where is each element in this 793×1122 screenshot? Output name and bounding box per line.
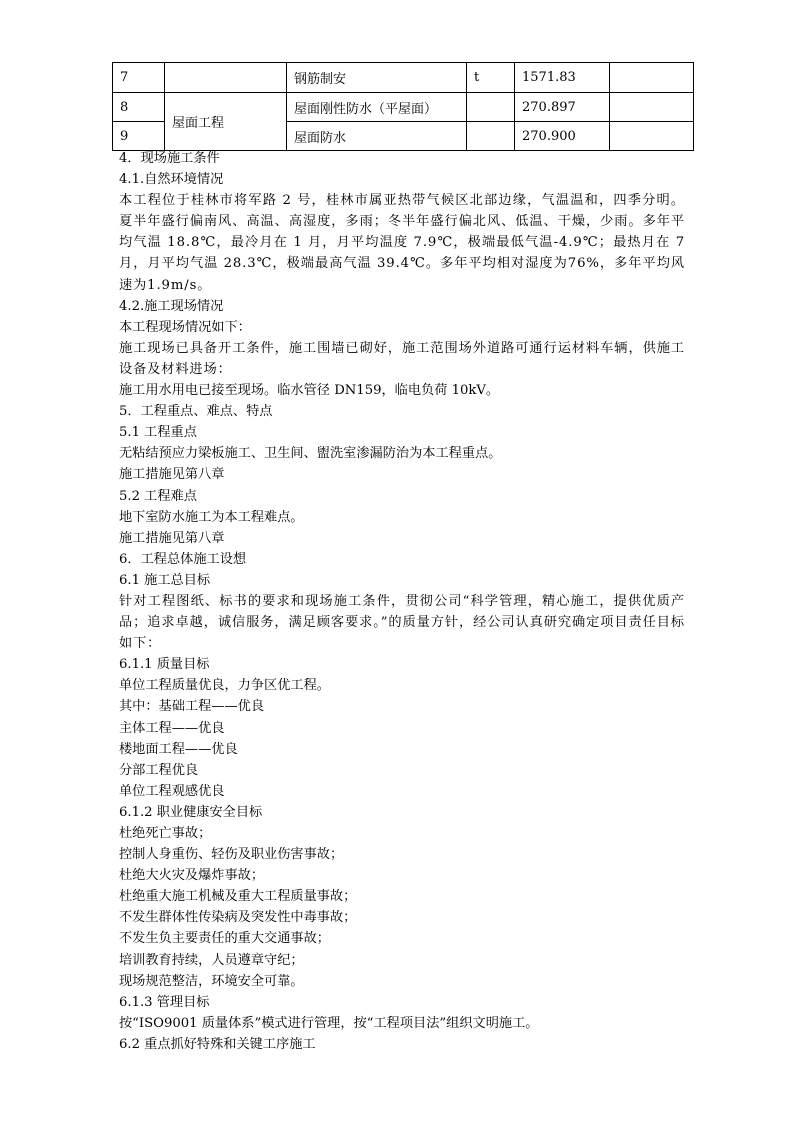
subsection-heading: 6.1.1 质量目标 xyxy=(119,657,210,673)
cell-qty: 270.897 xyxy=(515,93,610,122)
cell-no: 7 xyxy=(113,63,165,93)
cell-unit xyxy=(467,122,515,151)
list-item: 培训教育持续，人员遵章守纪； xyxy=(119,952,304,968)
paragraph: 施工措施见第八章 xyxy=(119,530,225,546)
paragraph: 单位工程质量优良，力争区优工程。 xyxy=(119,678,330,694)
list-item: 不发生群体性传染病及突发性中毒事故； xyxy=(119,910,357,926)
paragraph: 施工用水用电已接至现场。临水管径 DN159，临电负荷 10kV。 xyxy=(119,383,500,399)
cell-item: 屋面防水 xyxy=(287,122,467,151)
paragraph: 施工现场已具备开工条件，施工围墙已砌好，施工范围场外道路可通行运材料车辆，供施工设备及材料进场： xyxy=(119,340,685,377)
table-row xyxy=(113,63,694,93)
cell-remark xyxy=(610,63,694,93)
cell-item: 屋面刚性防水（平屋面） xyxy=(287,93,467,122)
section-heading: 6．工程总体施工设想 xyxy=(119,551,247,567)
list-item: 不发生负主要责任的重大交通事故； xyxy=(119,931,330,947)
cell-qty: 1571.83 xyxy=(515,63,610,93)
paragraph: 无粘结预应力梁板施工、卫生间、盥洗室渗漏防治为本工程重点。 xyxy=(119,446,502,462)
list-item: 单位工程观感优良 xyxy=(119,783,225,799)
list-item: 杜绝死亡事故； xyxy=(119,826,212,841)
paragraph: 针对工程图纸、标书的要求和现场施工条件，贯彻公司“科学管理，精心施工，提供优质产品；追求卓越，诚信服务，满足顾客要求。”的质量方针，经公司认真研究确定项目责任目标如下： xyxy=(119,593,685,652)
list-item: 控制人身重伤、轻伤及职业伤害事故； xyxy=(119,847,344,863)
paragraph: 施工措施见第八章 xyxy=(119,467,225,483)
subsection-heading: 6.2 重点抓好特殊和关键工序施工 xyxy=(119,1036,316,1052)
subsection-heading: 4.2.施工现场情况 xyxy=(119,298,224,314)
subsection-heading: 4.1.自然环境情况 xyxy=(119,172,224,188)
cell-qty: 270.900 xyxy=(515,122,610,151)
cell-category-roof: 屋面工程 xyxy=(165,93,287,151)
paragraph: 本工程位于桂林市将军路 2 号，桂林市属亚热带气候区北部边缘，气温温和，四季分明。夏半年盛行偏南风、高温、高湿度，多雨；冬半年盛行偏北风、低温、干燥，少雨。多年平均气温 18.8℃，最冷月在 1 月，月平均温度 7.9℃，极端最低气温-4.9℃；最热月在 7 月，月平均气温 28.3℃，极端最高气温 39.4℃。多年平均相对湿度为76%，多年平均风速为1.9m/s。 xyxy=(119,193,685,293)
paragraph: 地下室防水施工为本工程难点。 xyxy=(119,509,304,525)
list-item: 主体工程——优良 xyxy=(119,720,225,736)
list-item: 现场规范整洁，环境安全可靠。 xyxy=(119,973,304,989)
subsection-heading: 6.1.2 职业健康安全目标 xyxy=(119,804,263,820)
section-heading: 5．工程重点、难点、特点 xyxy=(119,404,273,420)
subsection-heading: 5.1 工程重点 xyxy=(119,425,197,441)
paragraph: 本工程现场情况如下： xyxy=(119,319,251,335)
subsection-heading: 5.2 工程难点 xyxy=(119,488,197,504)
cell-remark xyxy=(610,93,694,122)
table-row xyxy=(113,93,694,122)
quantities-table xyxy=(112,62,694,151)
cell-unit xyxy=(467,93,515,122)
cell-remark xyxy=(610,122,694,151)
section-heading: 4．现场施工条件 xyxy=(119,151,220,166)
body-text xyxy=(119,148,685,1055)
cell-item: 钢筋制安 xyxy=(287,63,467,93)
cell-no: 9 xyxy=(113,122,165,151)
paragraph: 按“ISO9001 质量体系”模式进行管理，按“工程项目法”组织文明施工。 xyxy=(119,1015,539,1031)
list-item: 分部工程优良 xyxy=(119,762,199,778)
subsection-heading: 6.1.3 管理目标 xyxy=(119,994,210,1010)
list-item: 杜绝重大施工机械及重大工程质量事故； xyxy=(119,889,357,905)
cell-category xyxy=(165,63,287,93)
cell-no: 8 xyxy=(113,93,165,122)
list-item: 其中：基础工程——优良 xyxy=(119,699,265,715)
list-item: 杜绝大火灾及爆炸事故； xyxy=(119,868,265,884)
list-item: 楼地面工程——优良 xyxy=(119,741,238,757)
subsection-heading: 6.1 施工总目标 xyxy=(119,572,211,588)
cell-unit: t xyxy=(467,63,515,93)
